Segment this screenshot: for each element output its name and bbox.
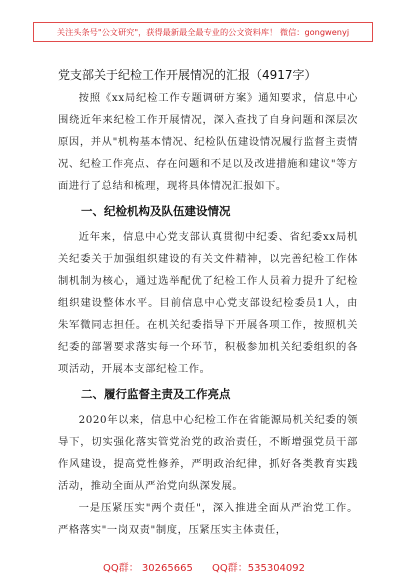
section-2-paragraph-2: 一是压紧压实"两个责任"，深入推进全面从严治党工作。严格落实"一岗双责"制度，压紧压实主体责任， xyxy=(58,502,358,536)
document-body xyxy=(58,66,358,541)
section-heading-1: 一、纪检机构及队伍建设情况 xyxy=(81,204,231,218)
qq-group-2: QQ群：535304092 xyxy=(212,563,306,574)
section-heading-2: 二、履行监督主责及工作亮点 xyxy=(81,387,231,401)
qq-group-1: QQ群： 30265665 xyxy=(102,563,193,574)
promo-banner: 关注头条号"公文研究"，获得最新最全最专业的公文资料库！ 微信：gongwenyj xyxy=(33,22,373,42)
document-title: 党支部关于纪检工作开展情况的汇报（4917字） xyxy=(58,68,317,82)
section-2-paragraph: 2020年以来，信息中心纪检工作在省能源局机关纪委的领导下，切实强化落实管党治党的政治责任，不断增强党员干部作风建设，提高党性修养，严明政治纪律，抓好各类教育实践活动，推动全面从严治党向纵深发展。 xyxy=(58,414,358,492)
section-1-paragraph: 近年来，信息中心党支部认真贯彻中纪委、省纪委xx局机关纪委关于加强组织建设的有关文件精神，以完善纪检工作体制机制为核心，通过选举配优了纪检工作人员着力提升了纪检组织建设整体水平。目前信息中心党支部设纪检委员1人，由朱军微同志担任。在机关纪委指导下开展各项工作，按照机关纪委的部署要求落实每一个环节，积极参加机关纪委组织的各项活动，开展本支部纪检工作。 xyxy=(58,231,358,375)
footer-contact xyxy=(0,559,408,574)
intro-paragraph: 按照《xx局纪检工作专题调研方案》通知要求，信息中心围绕近年来纪检工作开展情况，深入查找了自身问题和深层次原因，并从"机构基本情况、纪检队伍建设情况履行监督主责情况、纪检工作亮点、存在问题和不足以及改进措施和建议"等方面进行了总结和梳理，现将具体情况汇报如下。 xyxy=(58,92,358,192)
